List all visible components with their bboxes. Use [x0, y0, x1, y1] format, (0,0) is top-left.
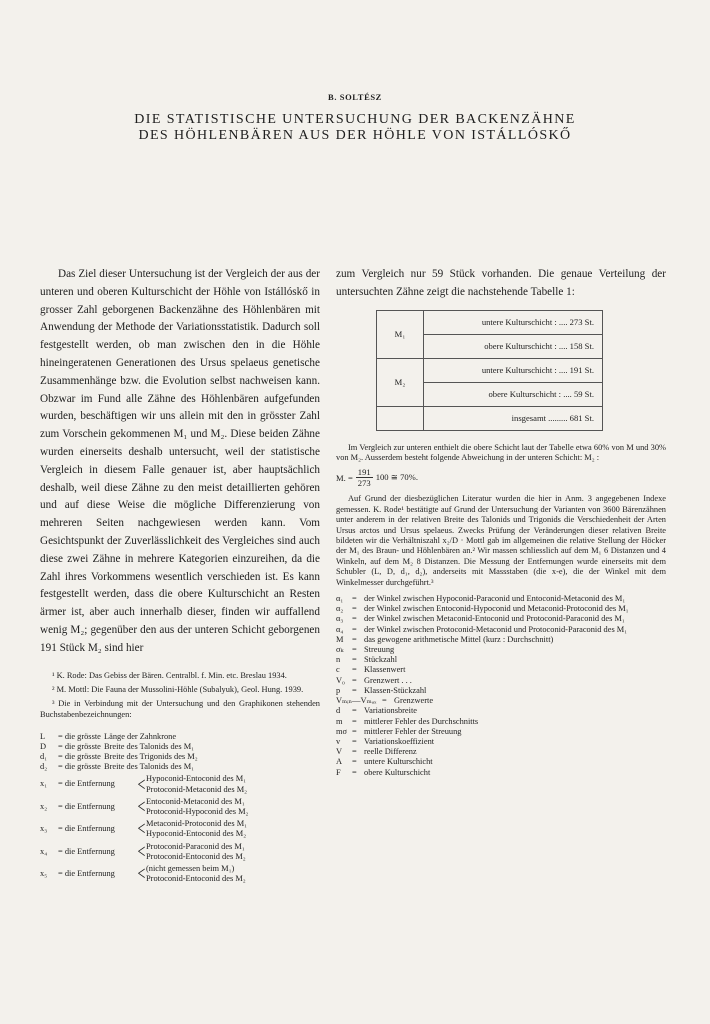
table-cell-m2: M₂	[377, 358, 424, 406]
distance-row	[40, 797, 320, 817]
distance-symbol: x₁	[40, 779, 48, 789]
distance-label: = die Entfernung	[58, 846, 115, 856]
legend-key: Vₘᵢₙ—Vₘₐₓ	[336, 696, 377, 706]
legend-value: Stückzahl	[364, 655, 398, 665]
legend-row	[336, 686, 666, 696]
bracket-glyph: <	[137, 840, 146, 863]
intro-paragraph: Das Ziel dieser Untersuchung ist der Vergleich der aus der unteren und oberen Kulturschicht der Höhle von Istállóskő in grosser Zahl geborgenen Backenzähne des Höhlenbären mit Anwendung der Methode der Variationsstatistik. Dadurch soll festgestellt werden, ob man zwischen den in die Höhle hineingeratenen Generationen des Ursus spelaeus genetische Zusammenhänge bzw. die Evolution selbst nachweisen kann. Obzwar im Fund alle Zähne des Höhlenbären aufgefunden wurden, beschäftigen wir uns allein mit den in grösster Zahl zum Vorschein gekommenen M₁ und M₂. Diese beiden Zähne wurden einerseits deshalb untersucht, weil der statistische Vergleich in diesem Falle genauer ist, aber hauptsächlich deshalb, weil diese Zähne zu den meist detaillierten gehören und auf diese Weise die mögliche Differenzierung von mehreren Seiten nachgewiesen werden kann. Vom Gesichtspunkt der Zuverlässlichkeit des Vergleiches sind auch diese zwei Zähne in mehrere Kategorien einzureihen, da die Zahl ihres Vorkommens wesentlich verschieden ist. Es kann festgestellt werden, dass die obere Kulturschicht an Resten ärmer ist, aber auch innerhalb dieser, finden wir auffallend wenig M₂; gegenüber den aus der unteren Schicht geborgenen 191 Stück M₂ sind hier	[40, 268, 320, 654]
legend-row	[336, 737, 666, 747]
distance-a: Protoconid-Paraconid des M₁	[146, 841, 245, 851]
legend-value: Klassen-Stückzahl	[364, 685, 427, 695]
legend-row	[336, 706, 666, 716]
legend-value: der Winkel zwischen Hypoconid-Paraconid und Entoconid-Metaconid des M₁	[364, 594, 626, 604]
definition-symbol: d₂	[40, 762, 48, 772]
table-cell-total: insgesamt ......... 681 St.	[424, 406, 603, 430]
legend-value: Variationsbreite	[364, 706, 418, 716]
definition-symbol: D	[40, 741, 47, 751]
legend-key: M	[336, 634, 344, 644]
table-cell: untere Kulturschicht : .... 273 St.	[424, 310, 603, 334]
legend-key: mσ	[336, 726, 348, 736]
legend-key: p	[336, 685, 341, 695]
legend-value: der Winkel zwischen Entoconid-Hypoconid und Metaconid-Protoconid des M₁	[364, 604, 629, 614]
legend-eq: =	[352, 726, 357, 736]
definition-row	[40, 732, 320, 742]
method-paragraph: Auf Grund der diesbezüglichen Literatur wurden die hier in Anm. 3 angegebenen Indexe gemessen. K. Rode¹ bestätigte auf Grund der Untersuchung der Varianten von 3600 Bärenzähnen unter anderem in der relativen Breite des Talonids und Trigonids die Verschiedenheit der Arten Ursus arctos und Ursus spelaeus. Zwecks Prüfung der Veränderungen dieser relativen Breite bildeten wir die Verhältniszahl x₂/D · Mottl gab im allgemeinen die relative Stellung der Höcker der M₁ des Braun- und Höhlenbären an.² Wir massen schliesslich auf dem M₁ 6 Distanzen und 4 Winkeln, auf dem M₂ 8 Distanzen. Die Messung der Entfernungen wurde einerseits mit dem Schubler (L, D, d₁, d₂), anderseits mit Massstaben (die x-e), die der Winkel mit dem Winkelmesser durchgeführt.³	[336, 494, 666, 587]
footnote-2: ² M. Mottl: Die Fauna der Mussolini-Höhle (Subalyuk), Geol. Hung. 1939.	[52, 684, 304, 694]
legend-value: mittlerer Fehler des Durchschnitts	[364, 716, 479, 726]
distance-pair	[146, 864, 246, 884]
title-line-2: DES HÖHLENBÄREN AUS DER HÖHLE VON ISTÁLLÓSKŐ	[138, 128, 572, 143]
table-cell: untere Kulturschicht : .... 191 St.	[424, 358, 603, 382]
legend-key: v	[336, 736, 341, 746]
definition-text: Länge der Zahnkrone	[104, 731, 177, 741]
left-column	[40, 266, 320, 884]
legend-eq: =	[382, 696, 387, 706]
legend-key: α₁	[336, 594, 344, 604]
legend-value: Grenzwert . . .	[364, 675, 412, 685]
footnote-1: ¹ K. Rode: Das Gebiss der Bären. Centralbl. f. Min. etc. Breslau 1934.	[52, 670, 287, 680]
legend-row	[336, 727, 666, 737]
distance-a: Metaconid-Protoconid des M₁	[146, 819, 248, 829]
bracket-glyph: <	[137, 863, 146, 886]
legend-eq: =	[352, 716, 357, 726]
legend-eq: =	[352, 634, 357, 644]
legend-key: c	[336, 665, 340, 675]
distance-label: = die Entfernung	[58, 801, 115, 811]
distance-row	[40, 819, 320, 839]
distance-row	[40, 774, 320, 794]
legend-row	[336, 635, 666, 645]
footnote-3: ³ Die in Verbindung mit der Untersuchung und den Graphikonen stehenden Buchstabenbezeichnungen:	[40, 698, 320, 719]
legend-row	[336, 604, 666, 614]
legend-key: F	[336, 767, 341, 777]
footnotes	[40, 670, 320, 720]
table-cell-m1: M₁	[377, 310, 424, 358]
legend-row	[336, 594, 666, 604]
definition-row	[40, 762, 320, 772]
legend-row	[336, 676, 666, 686]
legend-key: V	[336, 747, 343, 757]
bracket-glyph: <	[137, 773, 146, 796]
distance-b: Protoconid-Entoconid des M₂	[146, 851, 246, 861]
distance-symbol: x₅	[40, 869, 48, 879]
legend-value: obere Kulturschicht	[364, 767, 431, 777]
legend-row	[336, 717, 666, 727]
distance-row	[40, 842, 320, 862]
legend-eq: =	[352, 706, 357, 716]
author-name: B. SOLTÉSZ	[328, 92, 382, 102]
legend-row	[336, 655, 666, 665]
legend-eq: =	[352, 675, 357, 685]
distance-b: Protoconid-Entoconid des M₂	[146, 874, 246, 884]
legend-value: Streuung	[364, 645, 395, 655]
formula-lhs: M. =	[336, 472, 353, 483]
legend-eq: =	[352, 645, 357, 655]
distance-symbol: x₄	[40, 846, 48, 856]
legend-eq: =	[352, 665, 357, 675]
legend-key: α₂	[336, 604, 344, 614]
definition-symbol: L	[40, 731, 46, 741]
table-row	[377, 310, 603, 334]
right-intro: zum Vergleich nur 59 Stück vorhanden. Die genaue Verteilung der untersuchten Zähne zeigt die nachstehende Tabelle 1:	[336, 268, 666, 298]
distance-symbol: x₂	[40, 801, 48, 811]
formula-fraction	[356, 467, 373, 488]
distance-label: = die Entfernung	[58, 824, 115, 834]
symbol-legend	[336, 594, 666, 778]
legend-eq: =	[352, 624, 357, 634]
comparison-paragraph: Im Vergleich zur unteren enthielt die obere Schicht laut der Tabelle etwa 60% von M und 30% von M₂. Ausserdem besteht folgende Abweichung in der unteren Schicht: M₂ :	[336, 442, 666, 462]
legend-key: n	[336, 655, 341, 665]
distance-a: (nicht gemessen beim M₁)	[146, 863, 235, 873]
table-cell-empty	[377, 406, 424, 430]
distance-symbol: x₃	[40, 824, 48, 834]
legend-row	[336, 665, 666, 675]
legend-eq: =	[352, 747, 357, 757]
distance-label: = die Entfernung	[58, 779, 115, 789]
distance-b: Protoconid-Metaconid des M₂	[146, 784, 248, 794]
distance-pair	[146, 842, 246, 862]
legend-row	[336, 625, 666, 635]
definition-text: Breite des Talonids des M₁	[104, 741, 195, 751]
legend-key: α₄	[336, 624, 344, 634]
definition-text: Breite des Trigonids des M₂	[104, 751, 198, 761]
table-row	[377, 358, 603, 382]
legend-eq: =	[352, 604, 357, 614]
legend-value: Klassenwert	[364, 665, 406, 675]
distance-b: Hypoconid-Entoconid des M₂	[146, 829, 247, 839]
distance-b: Protoconid-Hypoconid des M₂	[146, 806, 249, 816]
definition-eq: = die grösste	[58, 731, 101, 741]
distance-a: Entoconid-Metaconid des M₁	[146, 796, 245, 806]
legend-eq: =	[352, 655, 357, 665]
article-title	[0, 112, 710, 144]
formula-rhs: 100 ≅ 70%.	[375, 472, 418, 483]
legend-row	[336, 747, 666, 757]
table-cell: obere Kulturschicht : .... 158 St.	[424, 334, 603, 358]
formula-numerator: 191	[357, 467, 371, 478]
definition-symbol: d₁	[40, 751, 48, 761]
distance-a: Hypoconid-Entoconid des M₁	[146, 774, 247, 784]
definitions-list	[40, 732, 320, 885]
definition-row	[40, 752, 320, 762]
legend-row	[336, 768, 666, 778]
definition-eq: = die grösste	[58, 751, 101, 761]
legend-value: Grenzwerte	[394, 696, 434, 706]
legend-value: das gewogene arithmetische Mittel (kurz : Durchschnitt)	[364, 634, 554, 644]
legend-eq: =	[352, 757, 357, 767]
legend-eq: =	[352, 594, 357, 604]
legend-key: d	[336, 706, 341, 716]
legend-row	[336, 696, 666, 706]
definition-text: Breite des Talonids des M₁	[104, 762, 195, 772]
legend-value: mittlerer Fehler der Streuung	[364, 726, 462, 736]
distance-pair	[146, 774, 247, 794]
definition-eq: = die grösste	[58, 741, 101, 751]
distance-row	[40, 864, 320, 884]
legend-eq: =	[352, 736, 357, 746]
right-column	[336, 266, 666, 778]
table-1	[376, 310, 603, 431]
legend-eq: =	[352, 614, 357, 624]
ratio-formula	[336, 467, 666, 488]
legend-key: A	[336, 757, 343, 767]
table-cell: obere Kulturschicht : .... 59 St.	[424, 382, 603, 406]
legend-key: m	[336, 716, 343, 726]
bracket-glyph: <	[137, 795, 146, 818]
legend-eq: =	[352, 767, 357, 777]
legend-row	[336, 614, 666, 624]
legend-row	[336, 645, 666, 655]
legend-key: α₃	[336, 614, 344, 624]
legend-row	[336, 757, 666, 767]
legend-eq: =	[352, 685, 357, 695]
legend-value: Variationskoeffizient	[364, 736, 435, 746]
table-row	[377, 406, 603, 430]
distance-pair	[146, 819, 247, 839]
legend-value: reelle Differenz	[364, 747, 417, 757]
distance-label: = die Entfernung	[58, 869, 115, 879]
legend-key: σₖ	[336, 645, 344, 655]
title-line-1: DIE STATISTISCHE UNTERSUCHUNG DER BACKENZÄHNE	[134, 112, 576, 127]
formula-denominator: 273	[357, 478, 371, 489]
distance-pair	[146, 797, 248, 817]
legend-value: untere Kulturschicht	[364, 757, 433, 767]
definition-row	[40, 742, 320, 752]
legend-value: der Winkel zwischen Protoconid-Metaconid und Protoconid-Paraconid des M₁	[364, 624, 628, 634]
legend-key: V₀	[336, 675, 345, 685]
bracket-glyph: <	[137, 818, 146, 841]
definition-eq: = die grösste	[58, 762, 101, 772]
legend-value: der Winkel zwischen Metaconid-Entoconid und Protoconid-Paraconid des M₁	[364, 614, 625, 624]
